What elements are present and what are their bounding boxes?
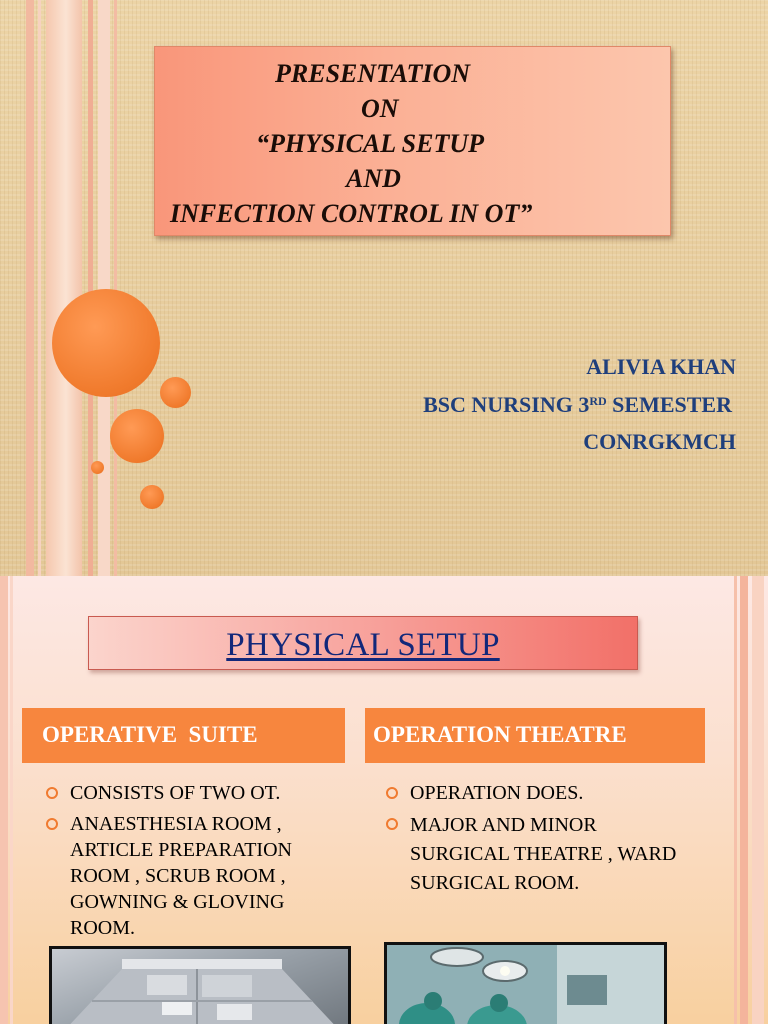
course-prefix: BSC NURSING 3 — [423, 392, 590, 417]
course-suffix: SEMESTER — [606, 392, 732, 417]
decorative-stripe — [0, 576, 8, 1024]
list-item — [384, 811, 684, 898]
operation-theatre-illustration — [387, 945, 664, 1024]
column-header-operative-suite: OPERATIVE SUITE — [22, 708, 345, 763]
column-header-operation-theatre: OPERATION THEATRE — [365, 708, 705, 763]
decorative-stripe — [10, 576, 13, 1024]
suite-floorplan-illustration — [52, 949, 348, 1024]
decorative-circle-medium — [110, 409, 164, 463]
decorative-stripe — [734, 576, 737, 1024]
decorative-stripe — [114, 0, 117, 576]
list-item-text: MAJOR AND MINOR SURGICAL THEATRE , WARD SURGICAL ROOM. — [410, 814, 677, 894]
list-item-text: OPERATION DOES. — [410, 782, 584, 804]
operative-suite-list — [44, 780, 324, 946]
decorative-circle-large — [52, 289, 160, 397]
operation-theatre-list — [384, 780, 684, 903]
title-line: ON — [361, 94, 399, 123]
decorative-circle-small — [140, 485, 164, 509]
operative-suite-image — [49, 946, 351, 1024]
bullet-ring-icon — [386, 787, 398, 799]
operation-theatre-image — [384, 942, 667, 1024]
course-ordinal: RD — [589, 394, 607, 408]
physical-setup-slide — [0, 576, 768, 1024]
list-item-text: CONSISTS OF TWO OT. — [70, 782, 281, 804]
title-line: INFECTION CONTROL IN OT” — [170, 199, 533, 228]
decorative-stripe — [740, 576, 748, 1024]
title-line: PRESENTATION — [275, 59, 471, 88]
decorative-stripe — [38, 0, 41, 576]
decorative-stripe — [752, 576, 764, 1024]
decorative-circle-small — [160, 377, 191, 408]
author-course — [423, 392, 732, 418]
list-item-text: ANAESTHESIA ROOM , ARTICLE PREPARATION ROOM , SCRUB ROOM , GOWNING & GLOVING ROOM. — [70, 813, 292, 939]
bullet-ring-icon — [46, 787, 58, 799]
decorative-stripe — [98, 0, 110, 576]
list-item — [44, 811, 324, 941]
decorative-stripe — [46, 0, 82, 576]
decorative-circle-tiny — [91, 461, 104, 474]
bullet-ring-icon — [386, 818, 398, 830]
decorative-stripe — [26, 0, 34, 576]
decorative-stripe — [88, 0, 93, 576]
author-name: ALIVIA KHAN — [586, 354, 736, 379]
presentation-title-box — [154, 46, 671, 236]
bullet-ring-icon — [46, 818, 58, 830]
list-item — [44, 780, 324, 806]
list-item — [384, 780, 684, 806]
author-college: CONRGKMCH — [583, 429, 736, 454]
slide-heading-box — [88, 616, 638, 670]
slide-heading: PHYSICAL SETUP — [226, 627, 500, 663]
title-line: “PHYSICAL SETUP — [256, 129, 485, 158]
title-line: AND — [346, 164, 401, 193]
